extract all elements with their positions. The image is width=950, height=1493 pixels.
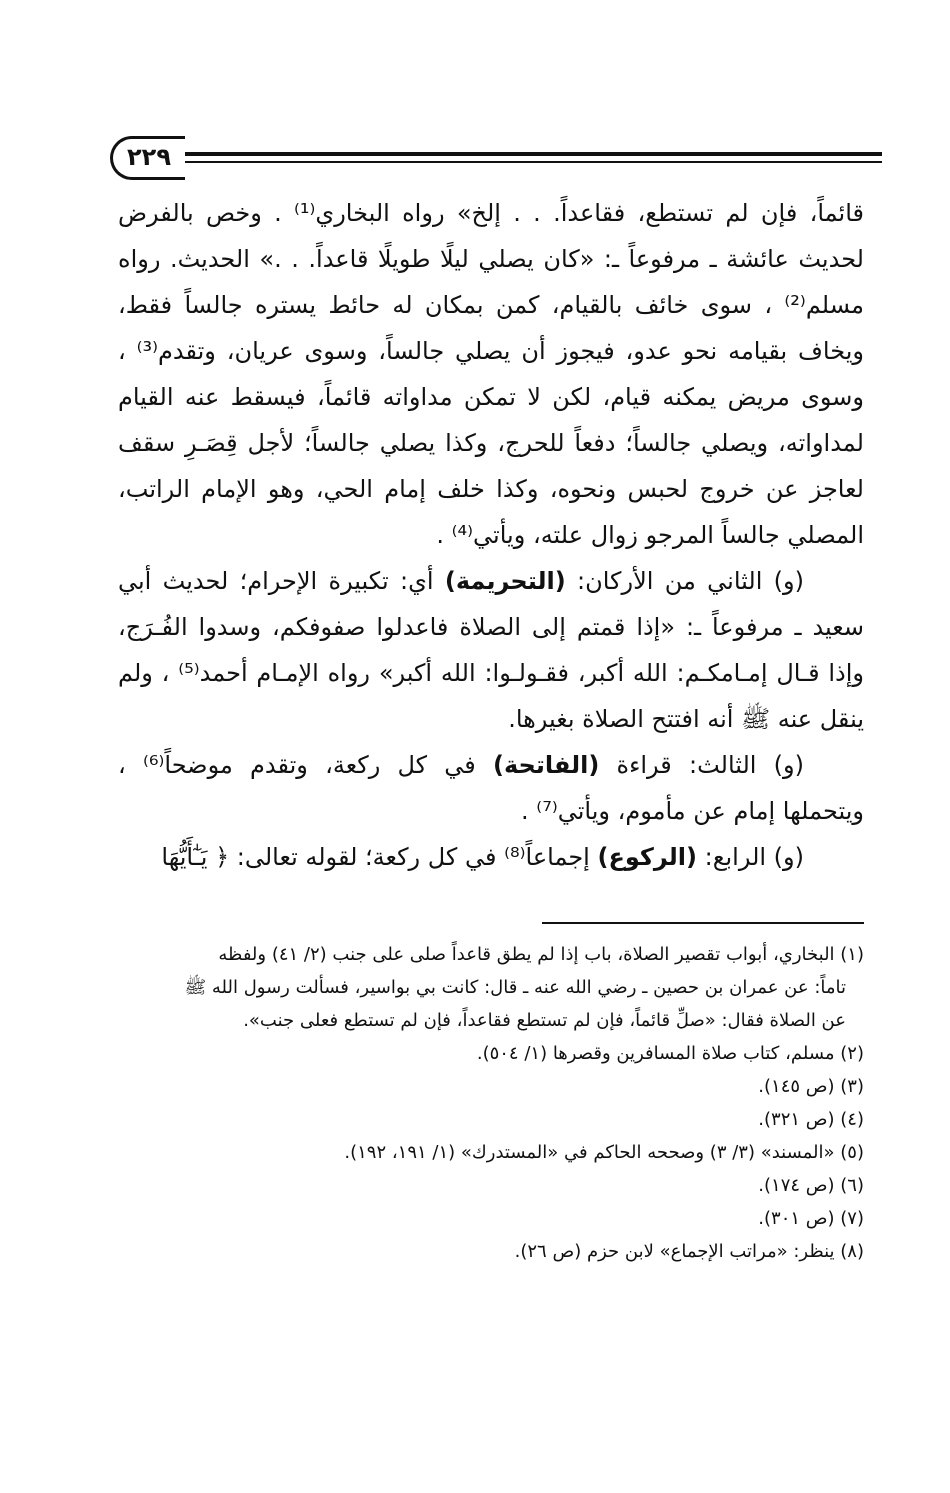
footnote-2: (٢) مسلم، كتاب صلاة المسافرين وقصرها (١/ ٥٠٤). [476,1043,864,1064]
paragraph-4-lead: (و) الرابع: [696,843,804,871]
paragraph-2-body: أي: تكبيرة الإحرام؛ لحديث أبي سعيد ـ مرفوعاً ـ: «إذا قمتم إلى الصلاة فاعدلوا صفوفكم، وسدوا الفُـرَج، وإذا قـال إمـامكـم: الله أكبر، فقـولـوا: الله أكبر» رواه الإمـام أحمد⁽⁵⁾ ، ولم ينقل عنه ﷺ أنه افتتح الصلاة بغيرها. [118,567,865,733]
paragraph-3 [118,742,864,834]
header-rule-thick [170,152,882,156]
footnote-3: (٣) (ص ١٤٥). [758,1076,864,1097]
paragraph-4-body: إجماعاً⁽⁸⁾ في كل ركعة؛ لقوله تعالى: ﴿ يَـٰٓأَيُّهَا [161,843,598,871]
footnote-1-line-1: (١) البخاري، أبواب تقصير الصلاة، باب إذا لم يطق قاعداً صلى على جنب (٢/ ٤١) ولفظه [218,944,864,965]
term-rukoo: (الركوع) [597,843,697,871]
footnote-1-line-3: عن الصلاة فقال: «صلِّ قائماً، فإن لم تستطع فقاعداً، فإن لم تستطع فعلى جنب». [243,1010,846,1031]
footnote-1-line-2: تاماً: عن عمران بن حصين ـ رضي الله عنه ـ قال: كانت بي بواسير، فسألت رسول الله ﷺ [184,977,846,998]
paragraph-4 [118,834,864,880]
main-text [118,190,864,880]
page-number-frame [110,136,185,180]
footnote-5: (٥) «المسند» (٣/ ٣) وصححه الحاكم في «المستدرك» (١/ ١٩١، ١٩٢). [344,1142,864,1163]
footnotes [118,940,864,1270]
footnote-divider [542,922,864,924]
footnote-8: (٨) ينظر: «مراتب الإجماع» لابن حزم (ص ٢٦). [514,1241,864,1262]
footnote-6: (٦) (ص ١٧٤). [758,1175,864,1196]
paragraph-3-body: في كل ركعة، وتقدم موضحاً⁽⁶⁾ ، ويتحملها إمام عن مأموم، ويأتي⁽⁷⁾ . [118,751,864,825]
page-header [110,132,882,180]
footnote-4: (٤) (ص ٣٢١). [758,1109,864,1130]
header-rule-thin [170,161,882,163]
footnote-7: (٧) (ص ٣٠١). [758,1208,864,1229]
paragraph-1: قائماً، فإن لم تستطع، فقاعداً. . . إلخ» رواه البخاري⁽¹⁾ . وخص بالفرض لحديث عائشة ـ مرفوعاً ـ: «كان يصلي ليلًا طويلًا قاعداً. . .» الحديث. رواه مسلم⁽²⁾ ، سوى خائف بالقيام، كمن بمكان له حائط يستره جالساً فقط، ويخاف بقيامه نحو عدو، فيجوز أن يصلي جالساً، وسوى عريان، وتقدم⁽³⁾ ، وسوى مريض يمكنه قيام، لكن لا تمكن مداواته قائماً، فيسقط عنه القيام لمداواته، ويصلي جالساً؛ دفعاً للحرج، وكذا يصلي جالساً؛ لأجل قِصَـرِ سقف لعاجز عن خروج لحبس ونحوه، وكذا خلف إمام الحي، وهو الإمام الراتب، المصلي جالساً المرجو زوال علته، ويأتي⁽⁴⁾ . [118,199,864,549]
page-number: ٢٢٩ [127,143,171,171]
term-fatiha: (الفاتحة) [493,751,600,779]
paragraph-2-lead: (و) الثاني من الأركان: [565,567,804,595]
term-tahrima: (التحريمة) [444,567,566,595]
paragraph-3-lead: (و) الثالث: قراءة [599,751,804,779]
paragraph-2 [118,558,864,742]
